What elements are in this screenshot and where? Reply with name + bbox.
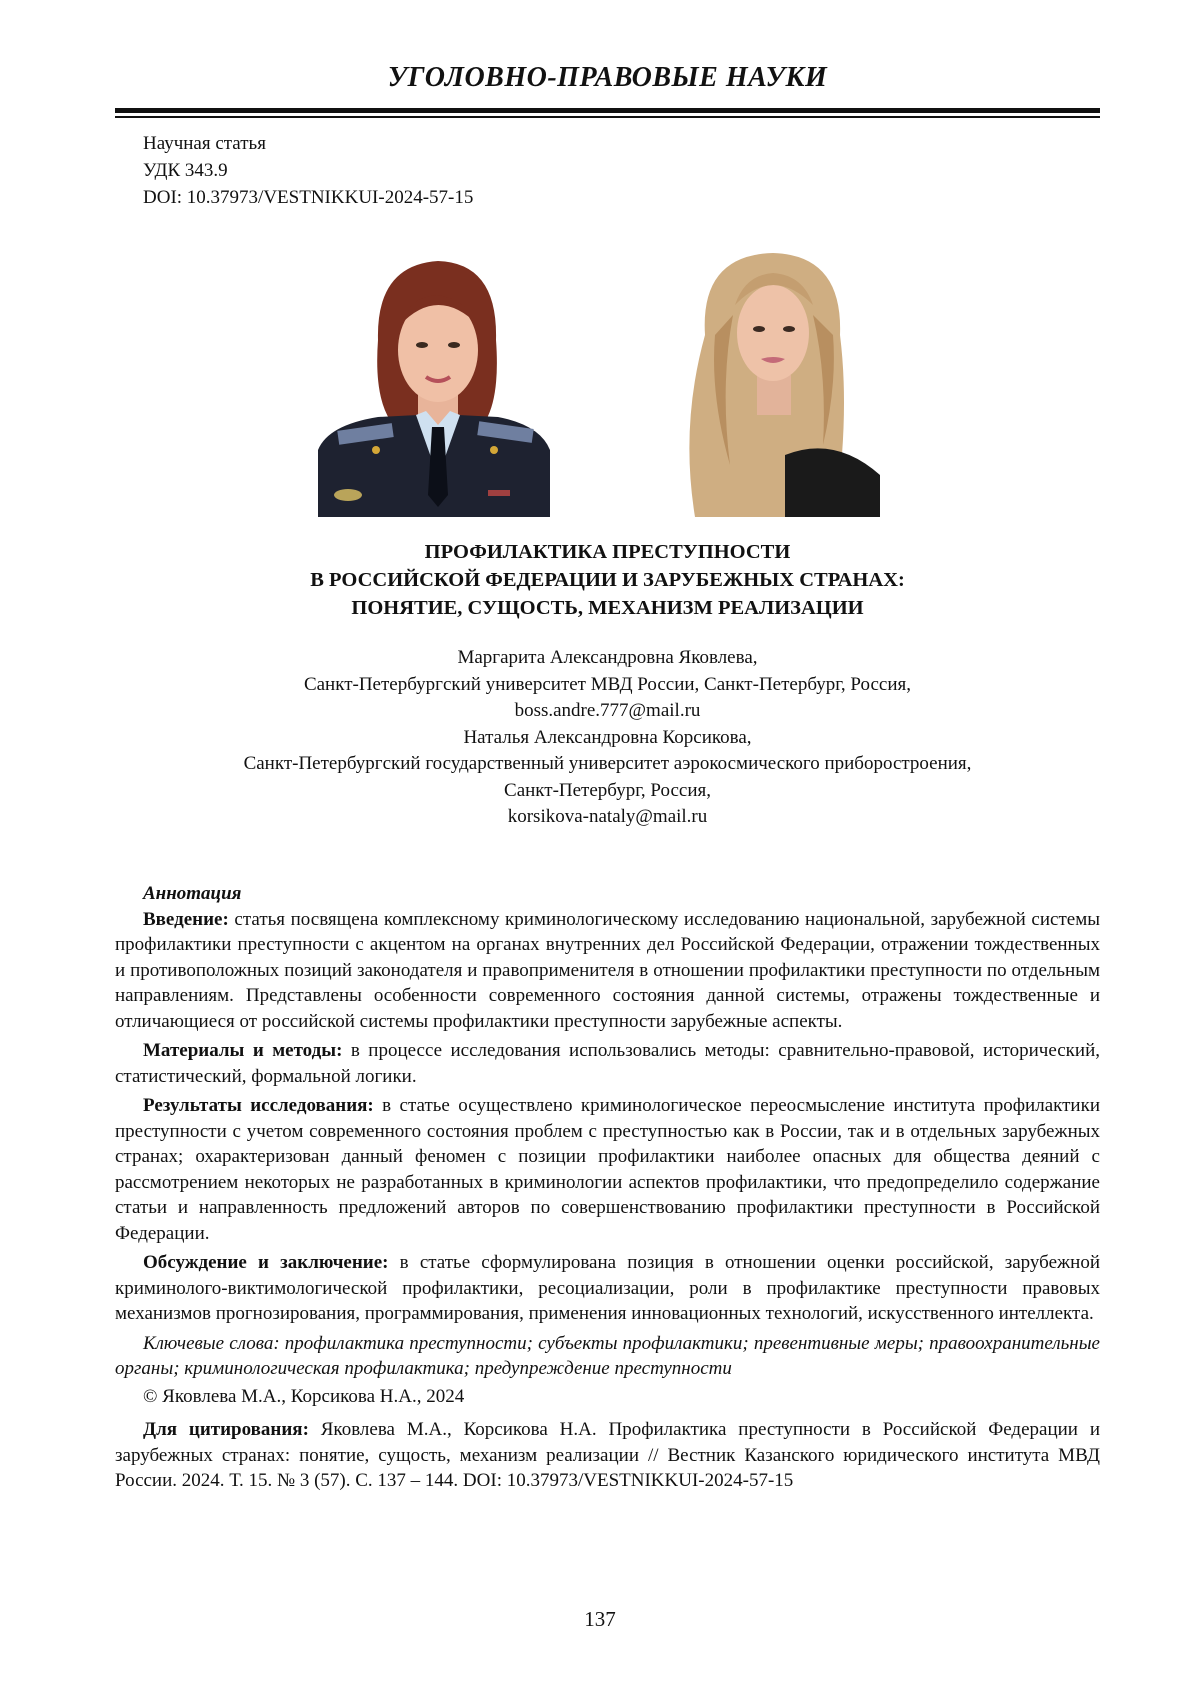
author-affiliation: Санкт-Петербургский университет МВД России, Санкт-Петербург, Россия,: [303, 673, 912, 695]
citation-label: Для цитирования:: [143, 1419, 309, 1440]
article-type: Научная статья: [143, 133, 266, 154]
article-meta: [143, 130, 473, 211]
section-label: Обсуждение и заключение:: [143, 1252, 389, 1273]
copyright-notice: © Яковлева М.А., Корсикова Н.А., 2024: [143, 1385, 465, 1407]
article-title-line: В РОССИЙСКОЙ ФЕДЕРАЦИИ И ЗАРУБЕЖНЫХ СТРАНАХ:: [310, 569, 905, 591]
author-email: korsikova-nataly@mail.ru: [507, 806, 708, 827]
abstract-results: [115, 1093, 1100, 1246]
header-rule-thin: [115, 116, 1100, 118]
author-name: Маргарита Александровна Яковлева,: [457, 647, 758, 668]
section-label: Введение:: [143, 908, 229, 930]
section-text: в статье осуществлено криминологическое переосмысление института профилактики преступности с учетом современного состояния проблем с преступностью как в России, так и в отдельных зарубежных странах; охарактеризован данный феномен с позиции профилактики наиболее опасных для общества деяний с рассмотрением некоторых не разработанных в криминологии аспектов профилактики, что предопределило содержание статьи и направленность предложений авторов по совершенствованию профилактики преступности в Российской Федерации.: [115, 1095, 1100, 1244]
keywords: Ключевые слова: профилактика преступности; субъекты профилактики; превентивные меры; правоохранительные органы; криминологическая профилактика; предупреждение преступности: [115, 1332, 1100, 1379]
section-text: в статье сформулирована позиция в отношении оценки российской, зарубежной криминолого-виктимологической профилактики, ресоциализации, роли в профилактике преступности правовых механизмов прогнозирования, программирования, применения инновационных технологий, искусственного интеллекта.: [115, 1252, 1100, 1324]
citation-text: Яковлева М.А., Корсикова Н.А. Профилактика преступности в Российской Федерации и зарубежных странах: понятие, сущость, механизм реализации // Вестник Казанского юридического института МВД России. 2024. Т. 15. № 3 (57). С. 137 – 144. DOI: 10.37973/VESTNIKKUI-2024-57-15: [115, 1419, 1100, 1491]
author-name: Наталья Александровна Корсикова,: [463, 726, 752, 748]
author-affiliation: Санкт-Петербург, Россия,: [504, 779, 711, 801]
article-title: [115, 538, 1100, 622]
article-title-line: ПРОФИЛАКТИКА ПРЕСТУПНОСТИ: [424, 541, 791, 563]
abstract-methods: [115, 1038, 1100, 1089]
author-affiliation: Санкт-Петербургский государственный университет аэрокосмического приборостроения,: [243, 753, 972, 774]
section-text: статья посвящена комплексному криминологическому исследованию национальной, зарубежной системы профилактики преступности с акцентом на органах внутренних дел Российской Федерации, отражении тождественных и противоположных позиций законодателя и правоприменителя в отношении профилактики преступности по отдельным направлениям. Представлены особенности современного состояния данной системы, отражены тождественные и отличающиеся от российской системы профилактики преступности зарубежные аспекты.: [115, 908, 1100, 1032]
abstract-heading: Аннотация: [143, 883, 242, 904]
abstract: [115, 881, 1100, 1494]
udk-code: УДК 343.9: [143, 160, 228, 181]
abstract-introduction: [115, 907, 1100, 1035]
author-photo-korsikova: [675, 245, 880, 517]
header-rule-thick: [115, 108, 1100, 113]
author-email: boss.andre.777@mail.ru: [514, 700, 701, 721]
author-block: [115, 645, 1100, 831]
section-label: Результаты исследования:: [143, 1095, 374, 1116]
doi-code: DOI: 10.37973/VESTNIKKUI-2024-57-15: [143, 187, 474, 208]
section-label: Материалы и методы:: [143, 1040, 343, 1061]
author-photo-yakovleva: [318, 245, 550, 517]
citation: [115, 1417, 1100, 1494]
page-number: 137: [584, 1607, 616, 1631]
section-text: в процессе исследования использовались методы: сравнительно-правовой, исторический, статистический, формальной логики.: [115, 1040, 1100, 1087]
abstract-discussion: [115, 1250, 1100, 1327]
journal-section-title: УГОЛОВНО-ПРАВОВЫЕ НАУКИ: [387, 62, 828, 93]
article-title-line: ПОНЯТИЕ, СУЩОСТЬ, МЕХАНИЗМ РЕАЛИЗАЦИИ: [351, 597, 864, 619]
